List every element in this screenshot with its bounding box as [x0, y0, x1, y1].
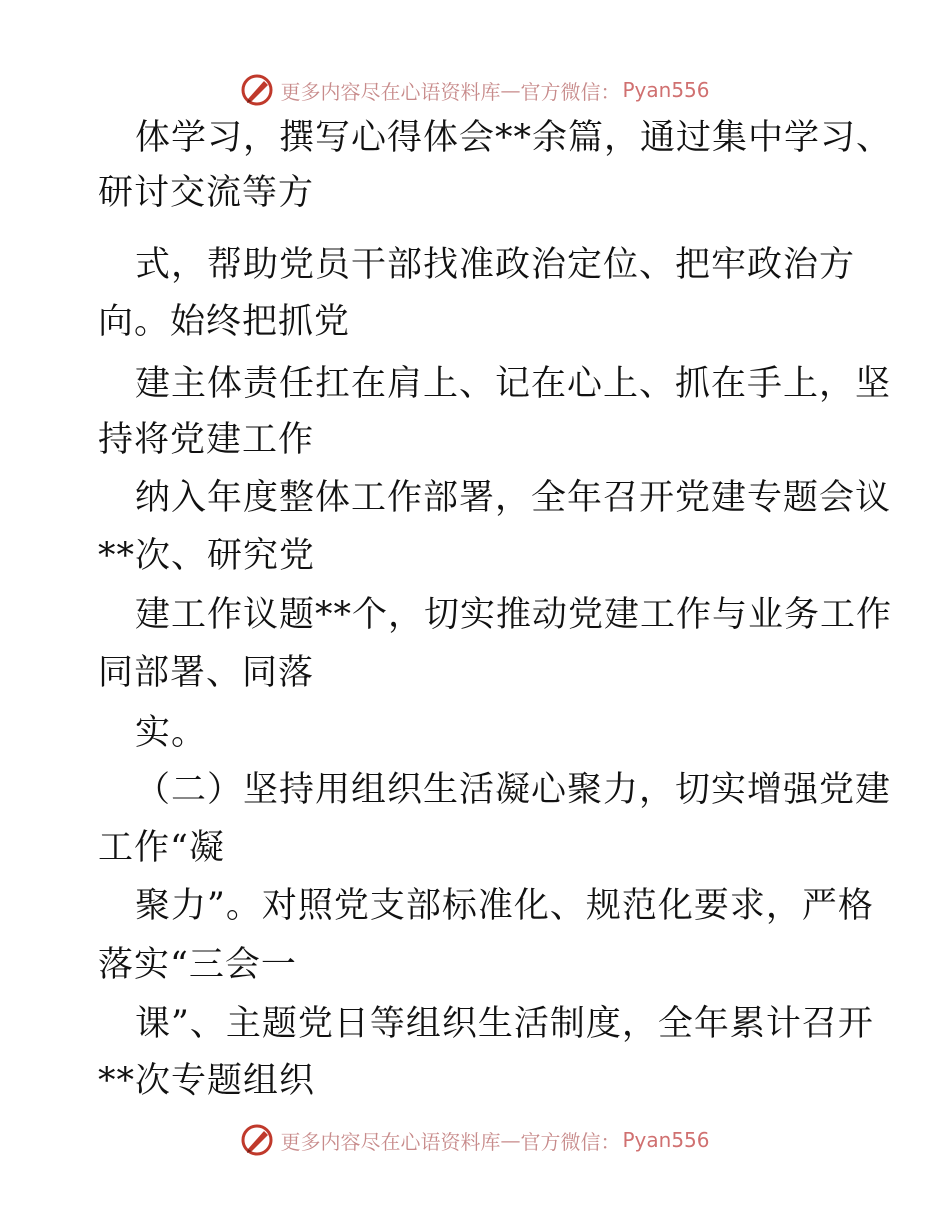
body-line-6: 持将党建工作 [98, 420, 315, 460]
body-line-11: 实。 [135, 713, 208, 753]
body-line-17: **次专题组织 [98, 1061, 316, 1101]
body-line-10: 同部署、同落 [98, 653, 315, 693]
pen-logo-icon [240, 73, 274, 107]
watermark-dash: — [500, 78, 521, 102]
watermark-dash: — [500, 1128, 521, 1152]
watermark-wechat-label: 官方微信： [520, 1129, 621, 1154]
body-line-8: **次、研究党 [98, 536, 316, 576]
body-line-14: 聚力”。对照党支部标准化、规范化要求，严格 [135, 886, 874, 926]
body-line-15: 落实“三会一 [98, 945, 297, 985]
footer-watermark [0, 1120, 950, 1160]
body-line-5: 建主体责任扛在肩上、记在心上、抓在手上，坚 [135, 364, 892, 404]
body-line-7: 纳入年度整体工作部署，全年召开党建专题会议 [135, 478, 892, 518]
watermark-text: 更多内容尽在心语资料库 [280, 79, 501, 104]
watermark-wechat-label: 官方微信： [520, 79, 621, 104]
body-line-2: 研讨交流等方 [98, 173, 315, 213]
body-line-4: 向。始终把抓党 [98, 302, 351, 342]
body-line-16: 课”、主题党日等组织生活制度，全年累计召开 [135, 1004, 874, 1044]
watermark-text: 更多内容尽在心语资料库 [280, 1129, 501, 1154]
body-line-13: 工作“凝 [98, 828, 225, 868]
body-line-3: 式，帮助党员干部找准政治定位、把牢政治方 [135, 245, 856, 285]
body-line-1: 体学习，撰写心得体会**余篇，通过集中学习、 [135, 118, 893, 158]
header-watermark [0, 70, 950, 110]
body-line-12: （二）坚持用组织生活凝心聚力，切实增强党建 [135, 770, 892, 810]
watermark-wechat-id: Pyan556 [622, 78, 710, 102]
pen-logo-icon [240, 1123, 274, 1157]
watermark-wechat-id: Pyan556 [622, 1128, 710, 1152]
body-line-9: 建工作议题**个，切实推动党建工作与业务工作 [135, 595, 893, 635]
